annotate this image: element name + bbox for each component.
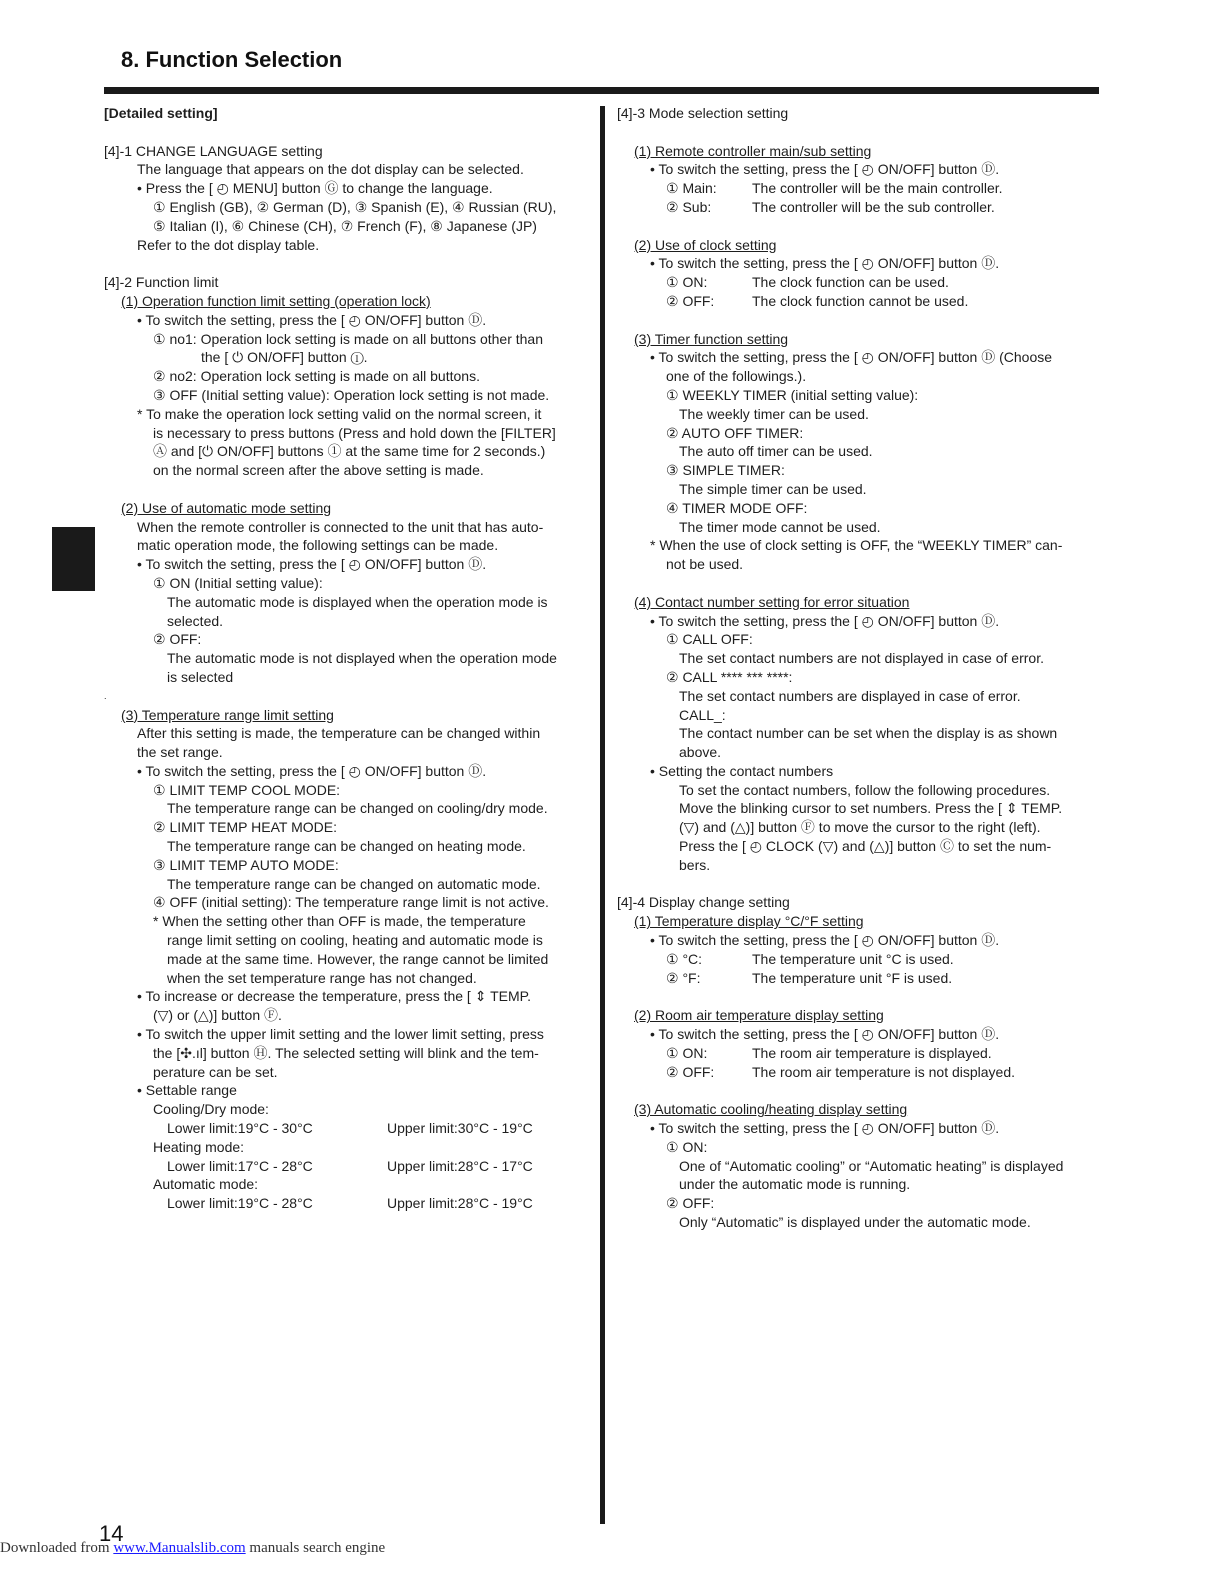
- heating-lower-limit: Lower limit:17°C - 28°C: [167, 1157, 313, 1174]
- temperature-range-intro-1: After this setting is made, the temperature can be changed within: [137, 725, 541, 742]
- clock-off-desc: The clock function cannot be used.: [752, 292, 969, 309]
- clock-heading: (2) Use of clock setting: [634, 236, 777, 253]
- setting-contact-step-5: bers.: [679, 856, 711, 873]
- room-air-on-desc: The room air temperature is displayed.: [752, 1044, 992, 1061]
- temp-display-heading: (1) Temperature display °C/°F setting: [634, 913, 864, 930]
- main-option-label: ① Main:: [666, 180, 717, 197]
- automatic-mode-on-desc-1: The automatic mode is displayed when the operation mode is: [167, 593, 548, 610]
- room-air-on-label: ① ON:: [666, 1044, 708, 1061]
- temperature-range-note-3: made at the same time. However, the range cannot be limited: [167, 950, 549, 967]
- automatic-mode-label: Automatic mode:: [153, 1176, 259, 1193]
- call-underscore-desc-2: above.: [679, 744, 722, 761]
- celsius-option: [617, 950, 1101, 969]
- contact-number-heading: (4) Contact number setting for error situation: [634, 593, 910, 610]
- call-underscore-desc-1: The contact number can be set when the display is as shown: [679, 725, 1058, 742]
- sub-option: [617, 198, 1101, 217]
- language-refer: Refer to the dot display table.: [137, 236, 320, 253]
- limit-auto-mode-desc: The temperature range can be changed on automatic mode.: [167, 875, 541, 892]
- main-sub-bullet: • To switch the setting, press the [ ◴ ON/OFF] button Ⓓ.: [650, 161, 1000, 178]
- limit-auto-mode: ③ LIMIT TEMP AUTO MODE:: [153, 856, 339, 873]
- operation-lock-bullet: • To switch the setting, press the [ ◴ ON/OFF] button Ⓓ.: [137, 311, 487, 328]
- increase-temp-bullet-2: (▽) or (△)] button Ⓕ.: [153, 1007, 282, 1024]
- temperature-range-note-1: * When the setting other than OFF is made, the temperature: [153, 913, 526, 930]
- footer-prefix: Downloaded from: [0, 1540, 114, 1556]
- operation-lock-note-4: on the normal screen after the above setting is made.: [153, 462, 484, 479]
- automatic-limits: [104, 1194, 590, 1213]
- automatic-upper-limit: Upper limit:28°C - 19°C: [387, 1195, 533, 1212]
- switch-limit-bullet-3: perature can be set.: [153, 1063, 278, 1080]
- auto-off-timer-desc: The auto off timer can be used.: [679, 443, 873, 460]
- footer-suffix: manuals search engine: [245, 1540, 386, 1556]
- page-title: 8. Function Selection: [121, 47, 343, 72]
- section-function-limit-title: [4]-2 Function limit: [104, 274, 219, 291]
- simple-timer-option: ③ SIMPLE TIMER:: [666, 462, 785, 479]
- temperature-range-heading: (3) Temperature range limit setting: [121, 706, 334, 723]
- operation-lock-note-1: * To make the operation lock setting valid on the normal screen, it: [137, 405, 542, 422]
- main-sub-heading: (1) Remote controller main/sub setting: [634, 142, 872, 159]
- room-air-off-option: [617, 1063, 1101, 1082]
- limit-heat-mode: ② LIMIT TEMP HEAT MODE:: [153, 819, 337, 836]
- call-number-option: ② CALL **** *** ****:: [666, 668, 793, 685]
- timer-heading: (3) Timer function setting: [634, 330, 789, 347]
- cooling-lower-limit: Lower limit:19°C - 30°C: [167, 1120, 313, 1137]
- timer-bullet-2: one of the followings.).: [666, 368, 807, 385]
- timer-mode-off-option: ④ TIMER MODE OFF:: [666, 499, 808, 516]
- clock-off-option: [617, 292, 1101, 311]
- operation-lock-option-1: ① no1: Operation lock setting is made on all buttons other than: [153, 330, 544, 347]
- weekly-timer-desc: The weekly timer can be used.: [679, 405, 869, 422]
- timer-note-2: not be used.: [666, 556, 744, 573]
- room-air-off-desc: The room air temperature is not displayed.: [752, 1063, 1016, 1080]
- side-tab-marker: [52, 527, 95, 591]
- operation-lock-heading: (1) Operation function limit setting (operation lock): [121, 292, 431, 309]
- temperature-range-intro-2: the set range.: [137, 744, 223, 761]
- title-rule: [104, 87, 1099, 94]
- footer-manualslib-link[interactable]: www.Manualslib.com: [113, 1540, 246, 1556]
- contact-number-bullet: • To switch the setting, press the [ ◴ ON/OFF] button Ⓓ.: [650, 612, 1000, 629]
- automatic-mode-bullet: • To switch the setting, press the [ ◴ ON/OFF] button Ⓓ.: [137, 556, 487, 573]
- fahrenheit-option: [617, 969, 1101, 988]
- setting-contact-bullet: • Setting the contact numbers: [650, 762, 834, 779]
- section-display-change-title: [4]-4 Display change setting: [617, 894, 790, 911]
- call-off-desc: The set contact numbers are not displayed in case of error.: [679, 650, 1044, 667]
- page-number: 14: [99, 1521, 124, 1546]
- automatic-mode-heading: (2) Use of automatic mode setting: [121, 499, 332, 516]
- auto-off-timer-option: ② AUTO OFF TIMER:: [666, 424, 804, 441]
- automatic-mode-off-desc-1: The automatic mode is not displayed when the operation mode: [167, 650, 557, 667]
- auto-cool-heat-bullet: • To switch the setting, press the [ ◴ ON/OFF] button Ⓓ.: [650, 1120, 1000, 1137]
- detailed-setting-heading: [Detailed setting]: [104, 105, 218, 121]
- temp-display-bullet: • To switch the setting, press the [ ◴ ON/OFF] button Ⓓ.: [650, 932, 1000, 949]
- room-air-off-label: ② OFF:: [666, 1063, 715, 1080]
- footer-download-notice: [0, 1540, 385, 1557]
- operation-lock-note-2: is necessary to press buttons (Press and hold down the [FILTER]: [153, 424, 556, 441]
- cooling-upper-limit: Upper limit:30°C - 19°C: [387, 1120, 533, 1137]
- section-mode-selection-title: [4]-3 Mode selection setting: [617, 105, 789, 121]
- left-column: [104, 104, 590, 1213]
- auto-cool-heat-off-desc: Only “Automatic” is displayed under the automatic mode.: [679, 1214, 1031, 1231]
- automatic-mode-off: ② OFF:: [153, 631, 202, 648]
- automatic-mode-on: ① ON (Initial setting value):: [153, 574, 323, 591]
- limit-heat-mode-desc: The temperature range can be changed on heating mode.: [167, 838, 526, 855]
- automatic-mode-off-desc-2: is selected: [167, 668, 234, 685]
- language-bullet: • Press the [ ◴ MENU] button Ⓖ to change the language.: [137, 180, 493, 197]
- right-column: [617, 104, 1101, 1232]
- setting-contact-step-1: To set the contact numbers, follow the following procedures.: [679, 781, 1051, 798]
- operation-lock-option-2: ② no2: Operation lock setting is made on all buttons.: [153, 368, 480, 385]
- room-air-on-option: [617, 1044, 1101, 1063]
- limit-off: ④ OFF (initial setting): The temperature range limit is not active.: [153, 894, 549, 911]
- heating-upper-limit: Upper limit:28°C - 17°C: [387, 1157, 533, 1174]
- clock-on-option: [617, 273, 1101, 292]
- auto-cool-heat-on-desc-2: under the automatic mode is running.: [679, 1176, 911, 1193]
- operation-lock-note-3: Ⓐ and [⏻ ON/OFF] buttons ① at the same time for 2 seconds.): [153, 443, 546, 460]
- section-change-language-title: [4]-1 CHANGE LANGUAGE setting: [104, 142, 323, 159]
- cooling-dry-mode-label: Cooling/Dry mode:: [153, 1101, 269, 1118]
- clock-on-desc: The clock function can be used.: [752, 274, 949, 291]
- simple-timer-desc: The simple timer can be used.: [679, 480, 867, 497]
- auto-cool-heat-off-option: ② OFF:: [666, 1195, 715, 1212]
- language-intro: The language that appears on the dot display can be selected.: [137, 161, 524, 178]
- call-number-desc: The set contact numbers are displayed in case of error.: [679, 687, 1021, 704]
- fahrenheit-label: ② °F:: [666, 969, 701, 986]
- setting-contact-step-2: Move the blinking cursor to set numbers. Press the [ ⇕ TEMP.: [679, 800, 1063, 817]
- call-off-option: ① CALL OFF:: [666, 631, 753, 648]
- celsius-desc: The temperature unit °C is used.: [752, 950, 954, 967]
- language-options-2: ⑤ Italian (I), ⑥ Chinese (CH), ⑦ French (F), ⑧ Japanese (JP): [153, 217, 537, 234]
- heating-limits: [104, 1157, 590, 1176]
- switch-limit-bullet-2: the [✣.ıl] button Ⓗ. The selected setting will blink and the tem-: [153, 1044, 539, 1061]
- call-underscore-option: CALL_:: [679, 706, 726, 723]
- room-air-bullet: • To switch the setting, press the [ ◴ ON/OFF] button Ⓓ.: [650, 1026, 1000, 1043]
- temperature-range-note-2: range limit setting on cooling, heating and automatic mode is: [167, 932, 543, 949]
- timer-bullet-1: • To switch the setting, press the [ ◴ ON/OFF] button Ⓓ (Choose: [650, 349, 1053, 366]
- celsius-label: ① °C:: [666, 950, 703, 967]
- automatic-mode-intro-2: matic operation mode, the following settings can be made.: [137, 537, 499, 554]
- temperature-range-bullet: • To switch the setting, press the [ ◴ ON/OFF] button Ⓓ.: [137, 762, 487, 779]
- sub-option-desc: The controller will be the sub controller.: [752, 198, 995, 215]
- automatic-mode-intro-1: When the remote controller is connected to the unit that has auto-: [137, 518, 544, 535]
- operation-lock-option-3: ③ OFF (Initial setting value): Operation lock setting is not made.: [153, 386, 550, 403]
- increase-temp-bullet-1: • To increase or decrease the temperature, press the [ ⇕ TEMP.: [137, 988, 532, 1005]
- weekly-timer-option: ① WEEKLY TIMER (initial setting value):: [666, 386, 919, 403]
- room-air-heading: (2) Room air temperature display setting: [634, 1007, 884, 1024]
- main-option-desc: The controller will be the main controller.: [752, 180, 1003, 197]
- timer-note-1: * When the use of clock setting is OFF, the “WEEKLY TIMER” can-: [650, 537, 1063, 554]
- clock-on-label: ① ON:: [666, 274, 708, 291]
- clock-off-label: ② OFF:: [666, 292, 715, 309]
- language-options-1: ① English (GB), ② German (D), ③ Spanish (E), ④ Russian (RU),: [153, 198, 557, 215]
- fahrenheit-desc: The temperature unit °F is used.: [752, 969, 953, 986]
- stray-dot: .: [104, 690, 107, 701]
- setting-contact-step-3: (▽) and (△)] button Ⓕ to move the cursor to the right (left).: [679, 819, 1041, 836]
- timer-mode-off-desc: The timer mode cannot be used.: [679, 518, 881, 535]
- automatic-lower-limit: Lower limit:19°C - 28°C: [167, 1195, 313, 1212]
- setting-contact-step-4: Press the [ ◴ CLOCK (▽) and (△)] button Ⓒ to set the num-: [679, 838, 1052, 855]
- settable-range-bullet: • Settable range: [137, 1082, 237, 1099]
- operation-lock-option-1-cont: the [ ⏻ ON/OFF] button ①.: [201, 349, 368, 366]
- limit-cool-mode: ① LIMIT TEMP COOL MODE:: [153, 781, 341, 798]
- auto-cool-heat-on-desc-1: One of “Automatic cooling” or “Automatic heating” is displayed: [679, 1157, 1064, 1174]
- switch-limit-bullet-1: • To switch the upper limit setting and the lower limit setting, press: [137, 1026, 544, 1043]
- main-option: [617, 179, 1101, 198]
- clock-bullet: • To switch the setting, press the [ ◴ ON/OFF] button Ⓓ.: [650, 255, 1000, 272]
- cooling-dry-limits: [104, 1119, 590, 1138]
- column-divider: [600, 106, 605, 1524]
- automatic-mode-on-desc-2: selected.: [167, 612, 224, 629]
- sub-option-label: ② Sub:: [666, 198, 712, 215]
- limit-cool-mode-desc: The temperature range can be changed on cooling/dry mode.: [167, 800, 548, 817]
- temperature-range-note-4: when the set temperature range has not changed.: [167, 969, 477, 986]
- auto-cool-heat-on-option: ① ON:: [666, 1138, 708, 1155]
- heating-mode-label: Heating mode:: [153, 1138, 245, 1155]
- auto-cool-heat-heading: (3) Automatic cooling/heating display setting: [634, 1101, 908, 1118]
